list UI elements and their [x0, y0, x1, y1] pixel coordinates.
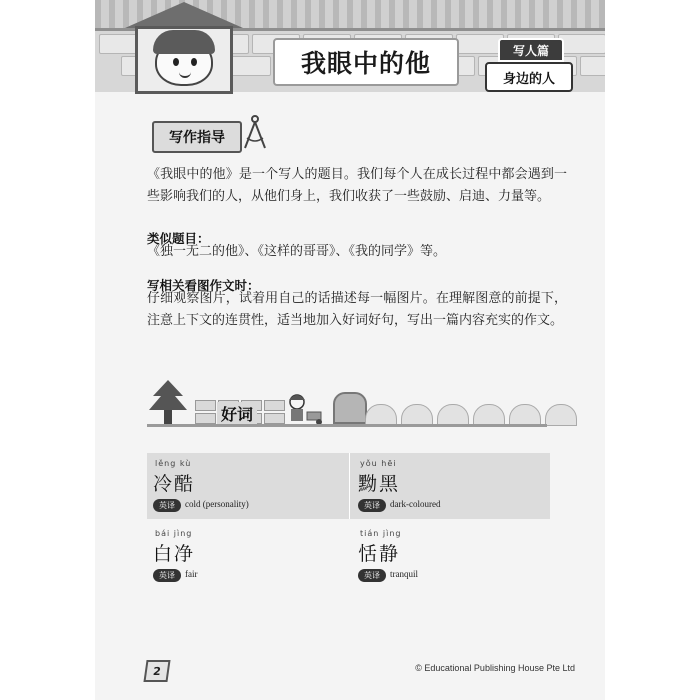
- translation-badge: 英译: [358, 499, 386, 512]
- house-icon: [125, 2, 243, 94]
- page-title: 我眼中的他: [273, 38, 459, 86]
- picture-writing-paragraph: 仔细观察图片，试着用自己的话描述每一幅图片。在理解图意的前提下，注意上下文的连贯性，适当地加入好词好句，写出一篇内容充实的作文。: [147, 291, 567, 328]
- vocab-word: 恬静: [358, 543, 401, 565]
- vocab-translation: dark-coloured: [390, 499, 441, 509]
- compass-icon: [240, 114, 270, 150]
- vocab-grid: [147, 453, 550, 593]
- stone-house-decoration: [333, 392, 367, 424]
- similar-topics-heading: 类似题目：: [147, 231, 210, 246]
- vocab-word: 冷酷: [153, 473, 196, 495]
- worker-icon: [285, 392, 325, 426]
- picture-writing-heading: 写相关看图作文时：: [147, 278, 260, 293]
- copyright-notice: © Educational Publishing House Pte Ltd: [415, 663, 575, 673]
- vocab-item: [352, 523, 552, 589]
- vocab-translation: fair: [185, 569, 198, 579]
- vocab-banner-label: 好词: [217, 402, 257, 425]
- vocab-item: [352, 453, 552, 519]
- vocab-word: 黝黑: [358, 473, 401, 495]
- translation-badge: 英译: [358, 569, 386, 582]
- vocab-pinyin: bái jìng: [155, 529, 193, 538]
- tree-icon: [145, 380, 191, 424]
- vocab-item: [147, 523, 347, 589]
- vocab-pinyin: lěng kù: [155, 459, 192, 468]
- subcategory-tag: 身边的人: [485, 62, 573, 92]
- worksheet-page: [95, 0, 605, 700]
- translation-badge: 英译: [153, 499, 181, 512]
- vocab-translation: tranquil: [390, 569, 418, 579]
- ground-line: [147, 424, 547, 427]
- translation-badge: 英译: [153, 569, 181, 582]
- similar-topics-text: 《独一无二的他》、《这样的哥哥》、《我的同学》等。: [147, 244, 447, 259]
- section-title-writing-guide: 写作指导: [152, 121, 242, 153]
- vocab-word: 白净: [153, 543, 196, 565]
- dome-row-decoration: [365, 404, 577, 426]
- vocab-item: [147, 453, 347, 519]
- vocab-pinyin: tián jìng: [360, 529, 402, 538]
- guide-intro-paragraph: 《我眼中的他》是一个写人的题目。我们每个人在成长过程中都会遇到一些影响我们的人，从他们身上，我们收获了一些鼓励、启迪、力量等。: [147, 167, 567, 204]
- vocab-translation: cold (personality): [185, 499, 249, 509]
- category-tag: 写人篇: [498, 38, 564, 62]
- helmet-icon: [153, 30, 215, 54]
- vocab-pinyin: yǒu hēi: [360, 459, 397, 468]
- page-number: 2: [143, 660, 170, 682]
